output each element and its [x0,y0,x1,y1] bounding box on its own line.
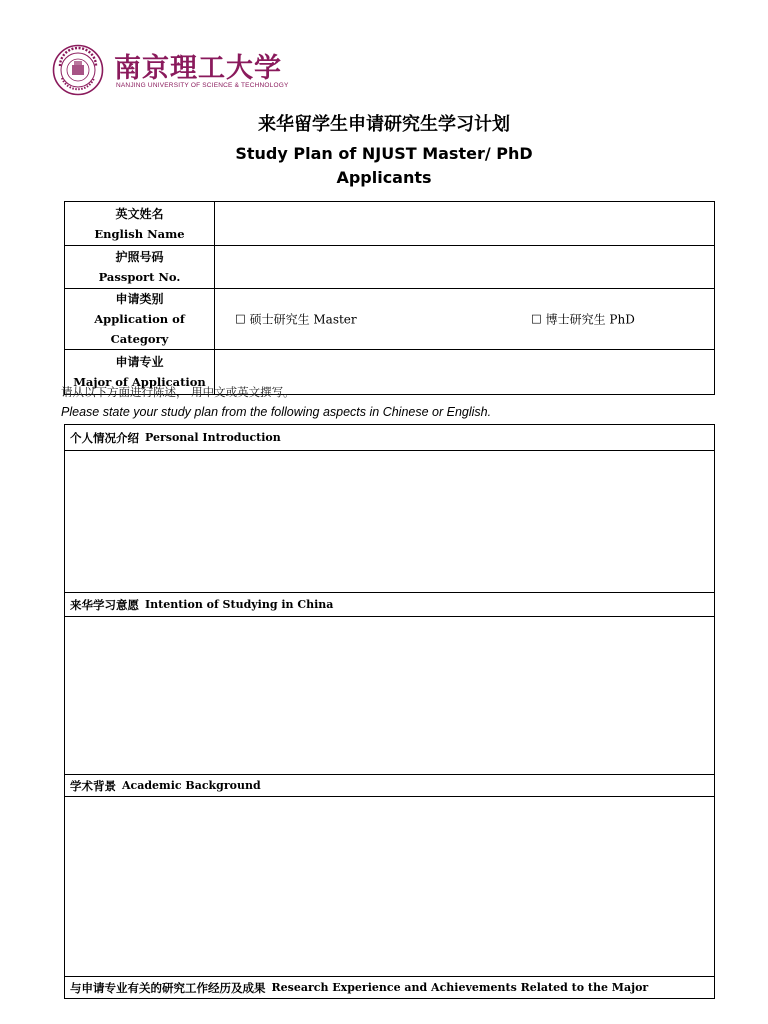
label-en: English Name [94,226,185,241]
label-en: Passport No. [98,270,181,284]
page-title-en-line1: Study Plan of NJUST Master/ PhD [235,144,533,163]
category-label [65,289,215,350]
label-cn: 申请类别 [115,292,164,306]
label-en: Major of Application [73,375,206,389]
section-header-research-experience [65,977,714,998]
section-title-cn: 与申请专业有关的研究工作经历及成果 [70,980,266,995]
intention-field[interactable] [65,617,714,775]
section-header-academic-background [65,775,714,797]
university-seal-icon [52,44,104,96]
table-row [65,289,715,350]
academic-background-field[interactable] [65,797,714,977]
category-options [215,289,715,350]
label-cn: 护照号码 [115,250,164,264]
personal-introduction-field[interactable] [65,451,714,593]
table-row [65,246,715,289]
instruction-cn: 请从以下方面进行陈述， 用中文或英文撰写。 [61,385,295,399]
section-title-cn: 来华学习意愿 [70,597,139,612]
university-name-en: NANJING UNIVERSITY OF SCIENCE & TECHNOLOGY [116,82,289,89]
instruction-en: Please state your study plan from the following aspects in Chinese or English. [61,405,492,419]
page-title-en-line2: Applicants [336,168,432,187]
applicant-info-table [64,201,715,395]
label-en: Application of Category [94,312,185,346]
study-plan-sections [64,424,715,999]
section-title-cn: 学术背景 [70,778,116,793]
section-title-en: Academic Background [122,779,261,792]
section-title-en: Intention of Studying in China [145,598,334,611]
section-header-intention [65,593,714,617]
section-header-personal-introduction [65,425,714,451]
passport-field[interactable] [215,246,715,289]
section-title-cn: 个人情况介绍 [70,430,139,445]
university-name-cn: 南京理工大学 [114,53,282,84]
section-title-en: Research Experience and Achievements Related to the Major [271,981,649,994]
master-checkbox[interactable]: ☐ 硕士研究生 Master [235,312,357,327]
phd-checkbox[interactable]: ☐ 博士研究生 PhD [531,312,635,327]
label-cn: 申请专业 [115,355,164,369]
english-name-label [65,202,215,246]
passport-label [65,246,215,289]
english-name-field[interactable] [215,202,715,246]
label-cn: 英文姓名 [115,206,164,221]
page-title-cn: 来华留学生申请研究生学习计划 [258,114,510,135]
section-title-en: Personal Introduction [145,431,281,444]
table-row [65,202,715,246]
